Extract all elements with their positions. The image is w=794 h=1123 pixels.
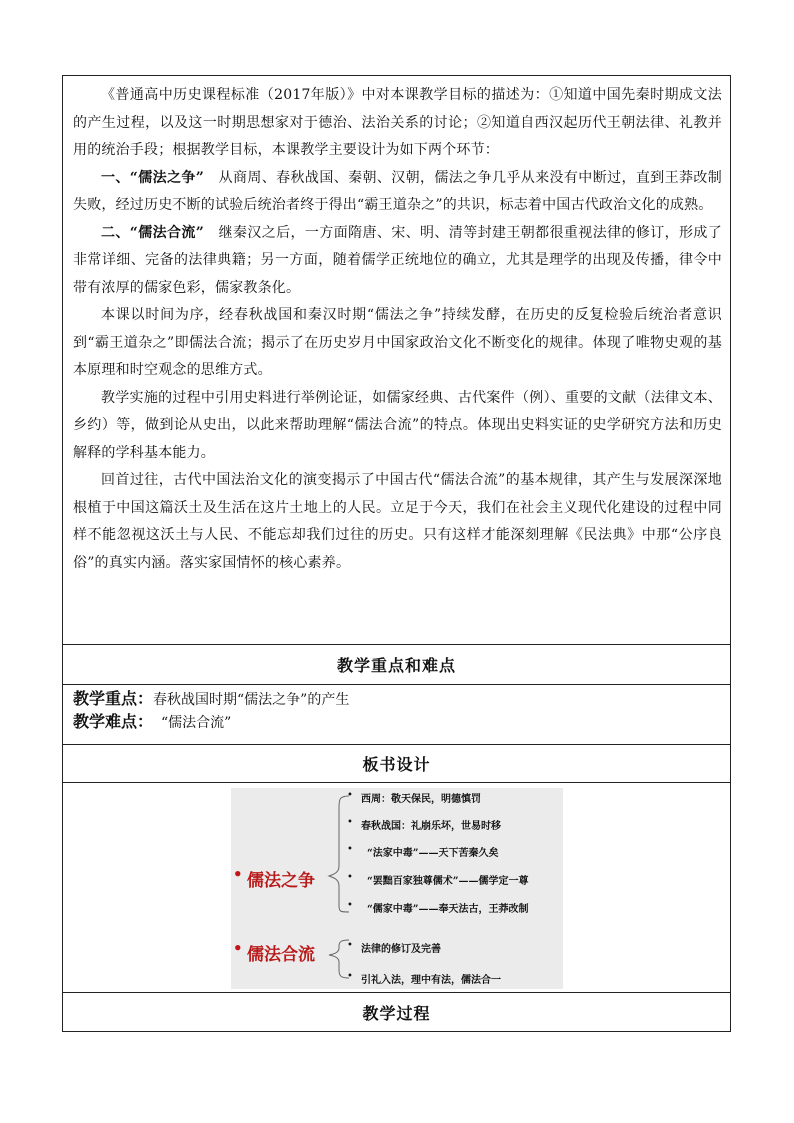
difficulty-label: 教学难点： <box>73 712 154 731</box>
board-item: 春秋战国：礼崩乐坏，世易时移 <box>361 821 501 832</box>
bullet-dot-icon: • <box>347 817 353 828</box>
intro-paragraph-2 <box>73 165 722 220</box>
key-points-heading: 教学重点和难点 <box>336 655 456 675</box>
intro-section <box>63 76 730 638</box>
bullet-dot-icon: • <box>233 939 243 957</box>
board-item: 引礼入法，理中有法，儒法合一 <box>361 975 501 986</box>
key-point-label: 教学重点： <box>73 689 154 708</box>
key-point-row <box>73 688 720 711</box>
board-group-1-title: 儒法之争 <box>247 871 315 891</box>
bullet-dot-icon: • <box>347 790 353 801</box>
lesson-plan-table <box>62 75 731 1032</box>
board-design-heading: 板书设计 <box>362 754 431 774</box>
intro-paragraph-1: 《普通高中历史课程标准（2017年版）》中对本课教学目标的描述为：①知道中国先秦时期成文法的产生过程，以及这一时期思想家对于德治、法治关系的讨论；②知道自西汉起历代王朝法律、礼教并用的统治手段；根据教学目标，本课教学主要设计为如下两个环节： <box>73 87 722 158</box>
board-item: “罢黜百家独尊儒术”——儒学定一尊 <box>367 876 529 887</box>
bullet-dot-icon: • <box>347 940 353 951</box>
bullet-dot-icon: • <box>347 844 353 855</box>
intro-paragraph-5: 教学实施的过程中引用史料进行举例论证，如儒家经典、古代案件（例）、重要的文献（法律文本、乡约）等，做到论从史出，以此来帮助理解“儒法合流”的特点。体现出史料实证的史学研究方法和历史解释的学科基本能力。 <box>73 389 722 461</box>
stage-one-text: 从商周、春秋战国、秦朝、汉朝，儒法之争几乎从来没有中断过，直到王莽改制失败，经过历史不断的试验后统治者终于得出“霸王道杂之”的共识，标志着中国古代政治文化的成熟。 <box>73 169 722 213</box>
difficulty-row <box>73 711 720 734</box>
board-item: 法律的修订及完善 <box>361 944 441 955</box>
board-diagram <box>231 788 563 989</box>
board-item: “儒家中毒”——奉天法古，王莽改制 <box>367 904 529 915</box>
key-point-text: 春秋战国时期“儒法之争”的产生 <box>153 692 350 708</box>
bullet-dot-icon: • <box>347 900 353 911</box>
bullet-dot-icon: • <box>347 872 353 883</box>
stage-one-label: 一、“儒法之争” <box>101 169 205 186</box>
intro-paragraph-6: 回首过往，古代中国法治文化的演变揭示了中国古代“儒法合流”的基本规律，其产生与发展深深地根植于中国这篇沃土及生活在这片土地上的人民。立足于今天，我们在社会主义现代化建设的过程中同样不能忽视这沃土与人民、不能忘却我们过往的历史。只有这样才能深刻理解《民法典》中那“公序良俗”的真实内涵。落实家国情怀的核心素养。 <box>73 472 722 571</box>
board-item: 西周：敬天保民，明德慎罚 <box>361 794 481 805</box>
bullet-dot-icon: • <box>347 971 353 982</box>
stage-two-text: 继秦汉之后，一方面隋唐、宋、明、清等封建王朝都很重视法律的修订，形成了非常详细、完备的法律典籍；另一方面，随着儒学正统地位的确立，尤其是理学的出现及传播，律令中带有浓厚的儒家色彩，儒家教条化。 <box>73 224 722 296</box>
board-item: “法家中毒”——天下苦秦久矣 <box>367 848 499 859</box>
difficulty-text: “儒法合流” <box>161 715 232 731</box>
bullet-dot-icon: • <box>233 865 243 883</box>
key-points-cell <box>63 684 730 744</box>
teaching-process-heading: 教学过程 <box>362 1003 431 1023</box>
board-design-cell <box>63 782 730 992</box>
intro-paragraph-4: 本课以时间为序，经春秋战国和秦汉时期“儒法之争”持续发酵，在历史的反复检验后统治者意识到“霸王道杂之”即儒法合流；揭示了在历史岁月中国家政治文化不断变化的规律。体现了唯物史观的基本原理和时空观念的思维方式。 <box>73 307 722 378</box>
intro-paragraph-3 <box>73 220 722 303</box>
board-group-2-title: 儒法合流 <box>247 945 315 965</box>
stage-two-label: 二、“儒法合流” <box>101 224 205 241</box>
